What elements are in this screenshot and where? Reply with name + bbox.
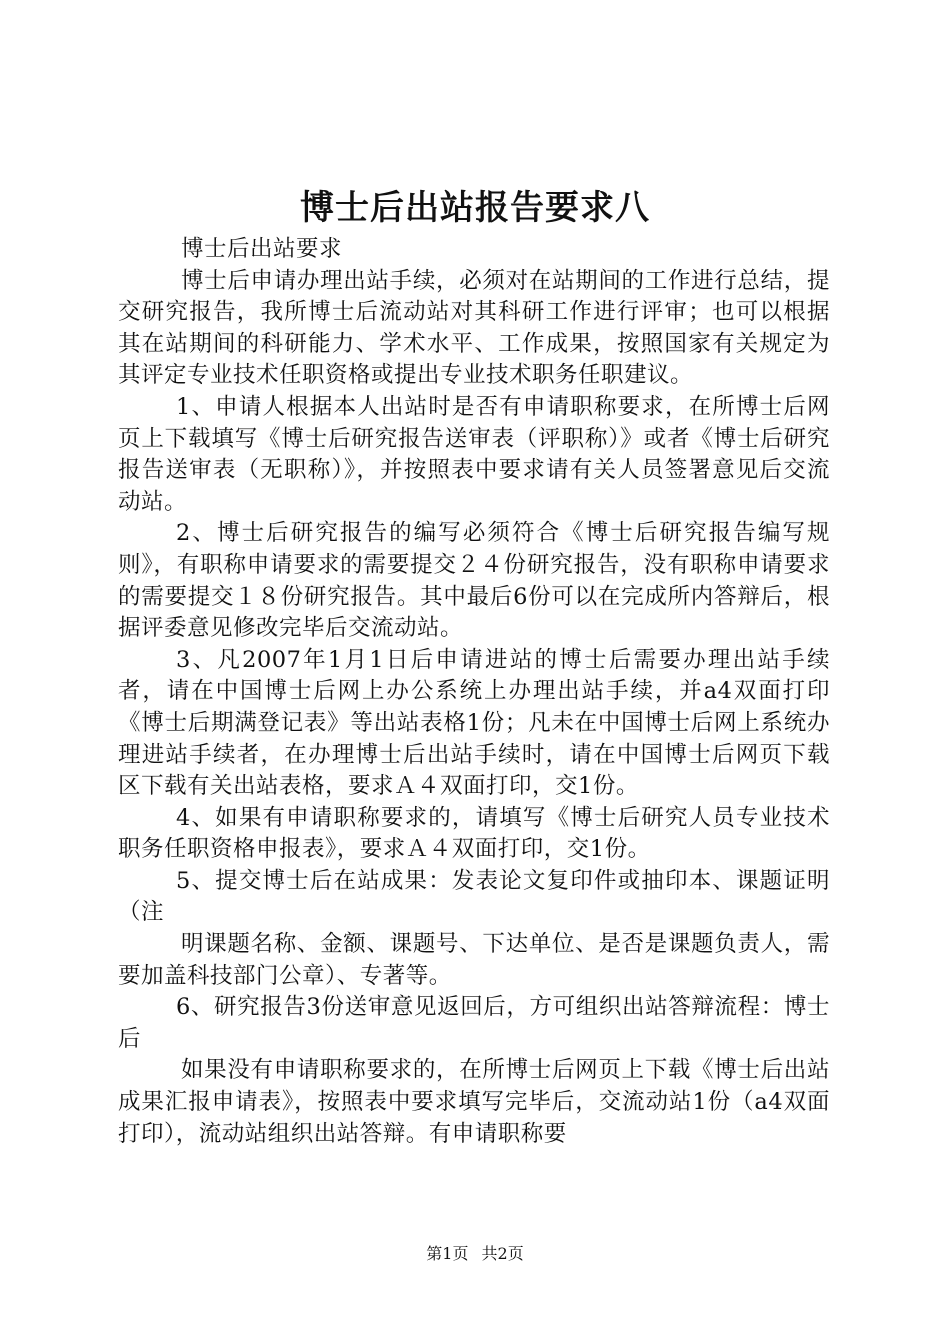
page-number: 第1页	[426, 1244, 469, 1263]
paragraph-intro: 博士后申请办理出站手续，必须对在站期间的工作进行总结，提交研究报告，我所博士后流动站对其科研工作进行评审；也可以根据其在站期间的科研能力、学术水平、工作成果，按照国家有关规定为其评定专业技术任职资格或提出专业技术职务任职建议。	[118, 267, 830, 389]
paragraph-item-6-continued: 如果没有申请职称要求的，在所博士后网页上下载《博士后出站成果汇报申请表》，按照表中要求填写完毕后，交流动站1份（a4双面打印），流动站组织出站答辩。有申请职称要	[118, 1057, 830, 1147]
page-total: 共2页	[481, 1244, 524, 1263]
paragraph-item-6: 6、研究报告3份送审意见返回后，方可组织出站答辩流程：博士后	[118, 994, 830, 1052]
paragraph-item-3: 3、凡2007年1月1日后申请进站的博士后需要办理出站手续者，请在中国博士后网上办公系统上办理出站手续，并a4双面打印《博士后期满登记表》等出站表格1份；凡未在中国博士后网上系统办理进站手续者，在办理博士后出站手续时，请在中国博士后网页下载区下载有关出站表格，要求Ａ４双面打印，交1份。	[118, 646, 830, 800]
paragraph-heading: 博士后出站要求	[181, 236, 343, 262]
document-title: 博士后出站报告要求八	[300, 188, 650, 228]
paragraph-item-5: 5、提交博士后在站成果：发表论文复印件或抽印本、课题证明（注	[118, 867, 830, 926]
paragraph-item-5-continued: 明课题名称、金额、课题号、下达单位、是否是课题负责人，需要加盖科技部门公章）、专著等。	[118, 931, 830, 989]
paragraph-item-4: 4、如果有申请职称要求的，请填写《博士后研究人员专业技术职务任职资格申报表》，要求Ａ４双面打印，交1份。	[118, 804, 830, 863]
document-body	[118, 234, 830, 1150]
paragraph-item-2: 2、博士后研究报告的编写必须符合《博士后研究报告编写规则》，有职称申请要求的需要提交２４份研究报告，没有职称申请要求的需要提交１８份研究报告。其中最后6份可以在完成所内答辩后，根据评委意见修改完毕后交流动站。	[118, 520, 830, 642]
page-footer	[0, 1244, 950, 1264]
paragraph-item-1: 1、申请人根据本人出站时是否有申请职称要求，在所博士后网页上下载填写《博士后研究报告送审表（评职称）》或者《博士后研究报告送审表（无职称）》，并按照表中要求请有关人员签署意见后交流动站。	[118, 393, 830, 515]
